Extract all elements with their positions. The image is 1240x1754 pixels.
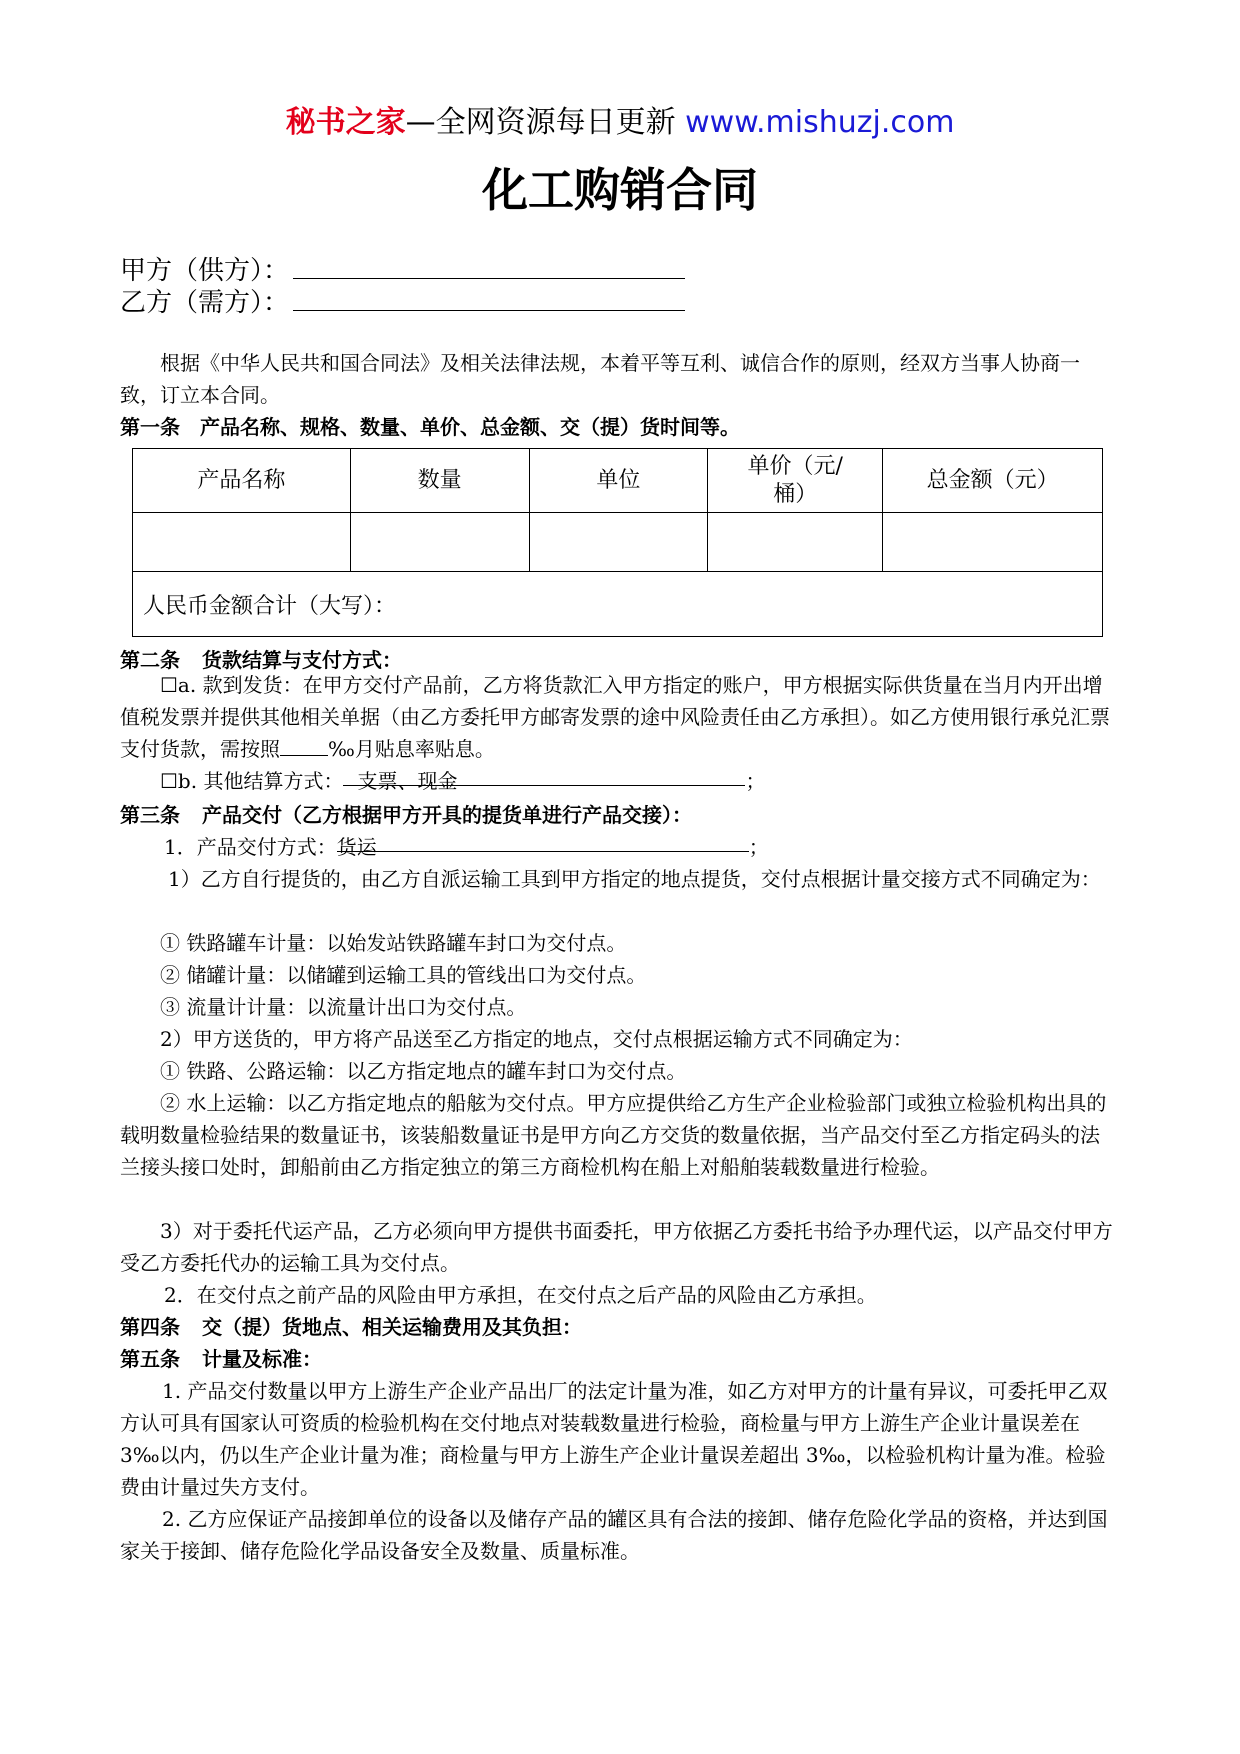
article-3-p1a: ① 铁路罐车计量：以始发站铁路罐车封口为交付点。 <box>160 931 627 955</box>
article-4-heading <box>120 1313 582 1341</box>
article-3-title: 产品交付（乙方根据甲方开具的提货单进行产品交接）： <box>202 803 692 827</box>
article-5-p2: 2. 乙方应保证产品接卸单位的设备以及储存产品的罐区具有合法的接卸、储存危险化学品的资格，并达到国家关于接卸、储存危险化学品设备安全及数量、质量标准。 <box>120 1507 1108 1563</box>
article-5-p1: 1. 产品交付数量以甲方上游生产企业产品出厂的法定计量为准，如乙方对甲方的计量有异议，可委托甲乙双方认可具有国家认可资质的检验机构在交付地点对装载数量进行检验，商检量与甲方上游生产企业计量误差在 3‰以内，仍以生产企业计量为准；商检量与甲方上游生产企业计量误差超出 3‰，以检验机构计量为准。检验费由计量过失方支付。 <box>120 1379 1108 1499</box>
site-banner <box>0 103 1240 143</box>
banner-slogan: —全网资源每日更新 <box>405 105 676 140</box>
article-2-option-b: ☐b. 其他结算方式： 支票、现金 ； <box>120 765 1114 797</box>
article-4-title: 交（提）货地点、相关运输费用及其负担： <box>202 1315 582 1339</box>
cell-unit-price[interactable] <box>708 513 883 572</box>
article-2-number: 第二条 <box>120 648 180 672</box>
discount-rate-blank[interactable] <box>280 735 328 756</box>
article-3-number: 第三条 <box>120 803 180 827</box>
preamble: 根据《中华人民共和国合同法》及相关法律法规，本着平等互利、诚信合作的原则，经双方当事人协商一致，订立本合同。 <box>120 351 1080 407</box>
option-a-checkbox-text: ☐a. 款到发货：在甲方交付产品前，乙方将货款汇入甲方指定的账户，甲方根据实际供货量在当月内开出增值税发票并提供其他相关单据（由乙方委托甲方邮寄发票的途中风险责任由乙方承担）。如乙方使用银行承兑汇票支付货款，需按照 <box>120 673 1110 761</box>
table-row <box>133 513 1103 572</box>
header-total-amount: 总金额（元） <box>883 449 1103 513</box>
party-a-label: 甲方（供方）： <box>120 256 290 286</box>
party-b-line <box>120 284 685 320</box>
total-rmb-label[interactable]: 人民币金额合计（大写）： <box>133 572 1103 637</box>
delivery-method-field[interactable]: 货运 <box>337 831 749 852</box>
cell-quantity[interactable] <box>350 513 529 572</box>
article-3-p2a: ① 铁路、公路运输：以乙方指定地点的罐车封口为交付点。 <box>160 1059 687 1083</box>
cell-unit[interactable] <box>529 513 708 572</box>
party-a-line <box>120 252 685 288</box>
article-1-heading: 第一条 产品名称、规格、数量、单价、总金额、交（提）货时间等。 <box>120 415 740 439</box>
header-unit: 单位 <box>529 449 708 513</box>
article-2-option-a: ☐a. 款到发货：在甲方交付产品前，乙方将货款汇入甲方指定的账户，甲方根据实际供货量在当月内开出增值税发票并提供其他相关单据（由乙方委托甲方邮寄发票的途中风险责任由乙方承担）。如乙方使用银行承兑汇票支付货款，需按照 ‰月贴息率贴息。 <box>120 673 1110 761</box>
article-5-heading <box>120 1345 322 1373</box>
article-3-p2b: ② 水上运输：以乙方指定地点的船舷为交付点。甲方应提供给乙方生产企业检验部门或独立检验机构出具的载明数量检验结果的数量证书，该装船数量证书是甲方向乙方交货的数量依据，当产品交付至乙方指定码头的法兰接头接口处时，卸船前由乙方指定独立的第三方商检机构在船上对船舶装载数量进行检验。 <box>120 1091 1107 1179</box>
party-b-blank <box>293 284 685 311</box>
document-title: 化工购销合同 <box>482 163 758 217</box>
article-3-p1c: ③ 流量计计量：以流量计出口为交付点。 <box>160 995 527 1019</box>
article-5-title: 计量及标准： <box>202 1347 322 1371</box>
article-4-number: 第四条 <box>120 1315 180 1339</box>
header-quantity: 数量 <box>350 449 529 513</box>
other-settlement-field[interactable]: 支票、现金 <box>343 765 745 786</box>
table-total-row <box>133 572 1103 637</box>
article-5-number: 第五条 <box>120 1347 180 1371</box>
banner-brand: 秘书之家 <box>285 105 406 140</box>
article-3-p1b: ② 储罐计量：以储罐到运输工具的管线出口为交付点。 <box>160 963 647 987</box>
article-3-p3: 3）对于委托代运产品，乙方必须向甲方提供书面委托，甲方依据乙方委托书给予办理代运，以产品交付甲方受乙方委托代办的运输工具为交付点。 <box>120 1219 1113 1275</box>
product-table <box>132 448 1103 637</box>
party-a-blank <box>293 252 685 279</box>
option-b-label: ☐b. 其他结算方式： <box>160 769 344 793</box>
party-b-label: 乙方（需方）： <box>120 288 290 318</box>
table-header-row <box>133 449 1103 513</box>
cell-product-name[interactable] <box>133 513 351 572</box>
delivery-method-line: 1．产品交付方式：货运 ； <box>120 831 1114 863</box>
article-3-p2: 2）甲方送货的，甲方将产品送至乙方指定的地点，交付点根据运输方式不同确定为： <box>160 1027 913 1051</box>
header-product-name: 产品名称 <box>133 449 351 513</box>
banner-url[interactable]: www.mishuzj.com <box>685 105 955 140</box>
article-3-heading <box>120 801 692 829</box>
header-unit-price: 单价（元/桶） <box>708 449 883 513</box>
cell-total-amount[interactable] <box>883 513 1103 572</box>
article-3-p1: 1）乙方自行提货的，由乙方自派运输工具到甲方指定的地点提货，交付点根据计量交接方式不同确定为： <box>168 867 1101 891</box>
article-3-p4: 2．在交付点之前产品的风险由甲方承担，在交付点之后产品的风险由乙方承担。 <box>164 1283 877 1307</box>
article-2-title: 货款结算与支付方式： <box>202 648 402 672</box>
